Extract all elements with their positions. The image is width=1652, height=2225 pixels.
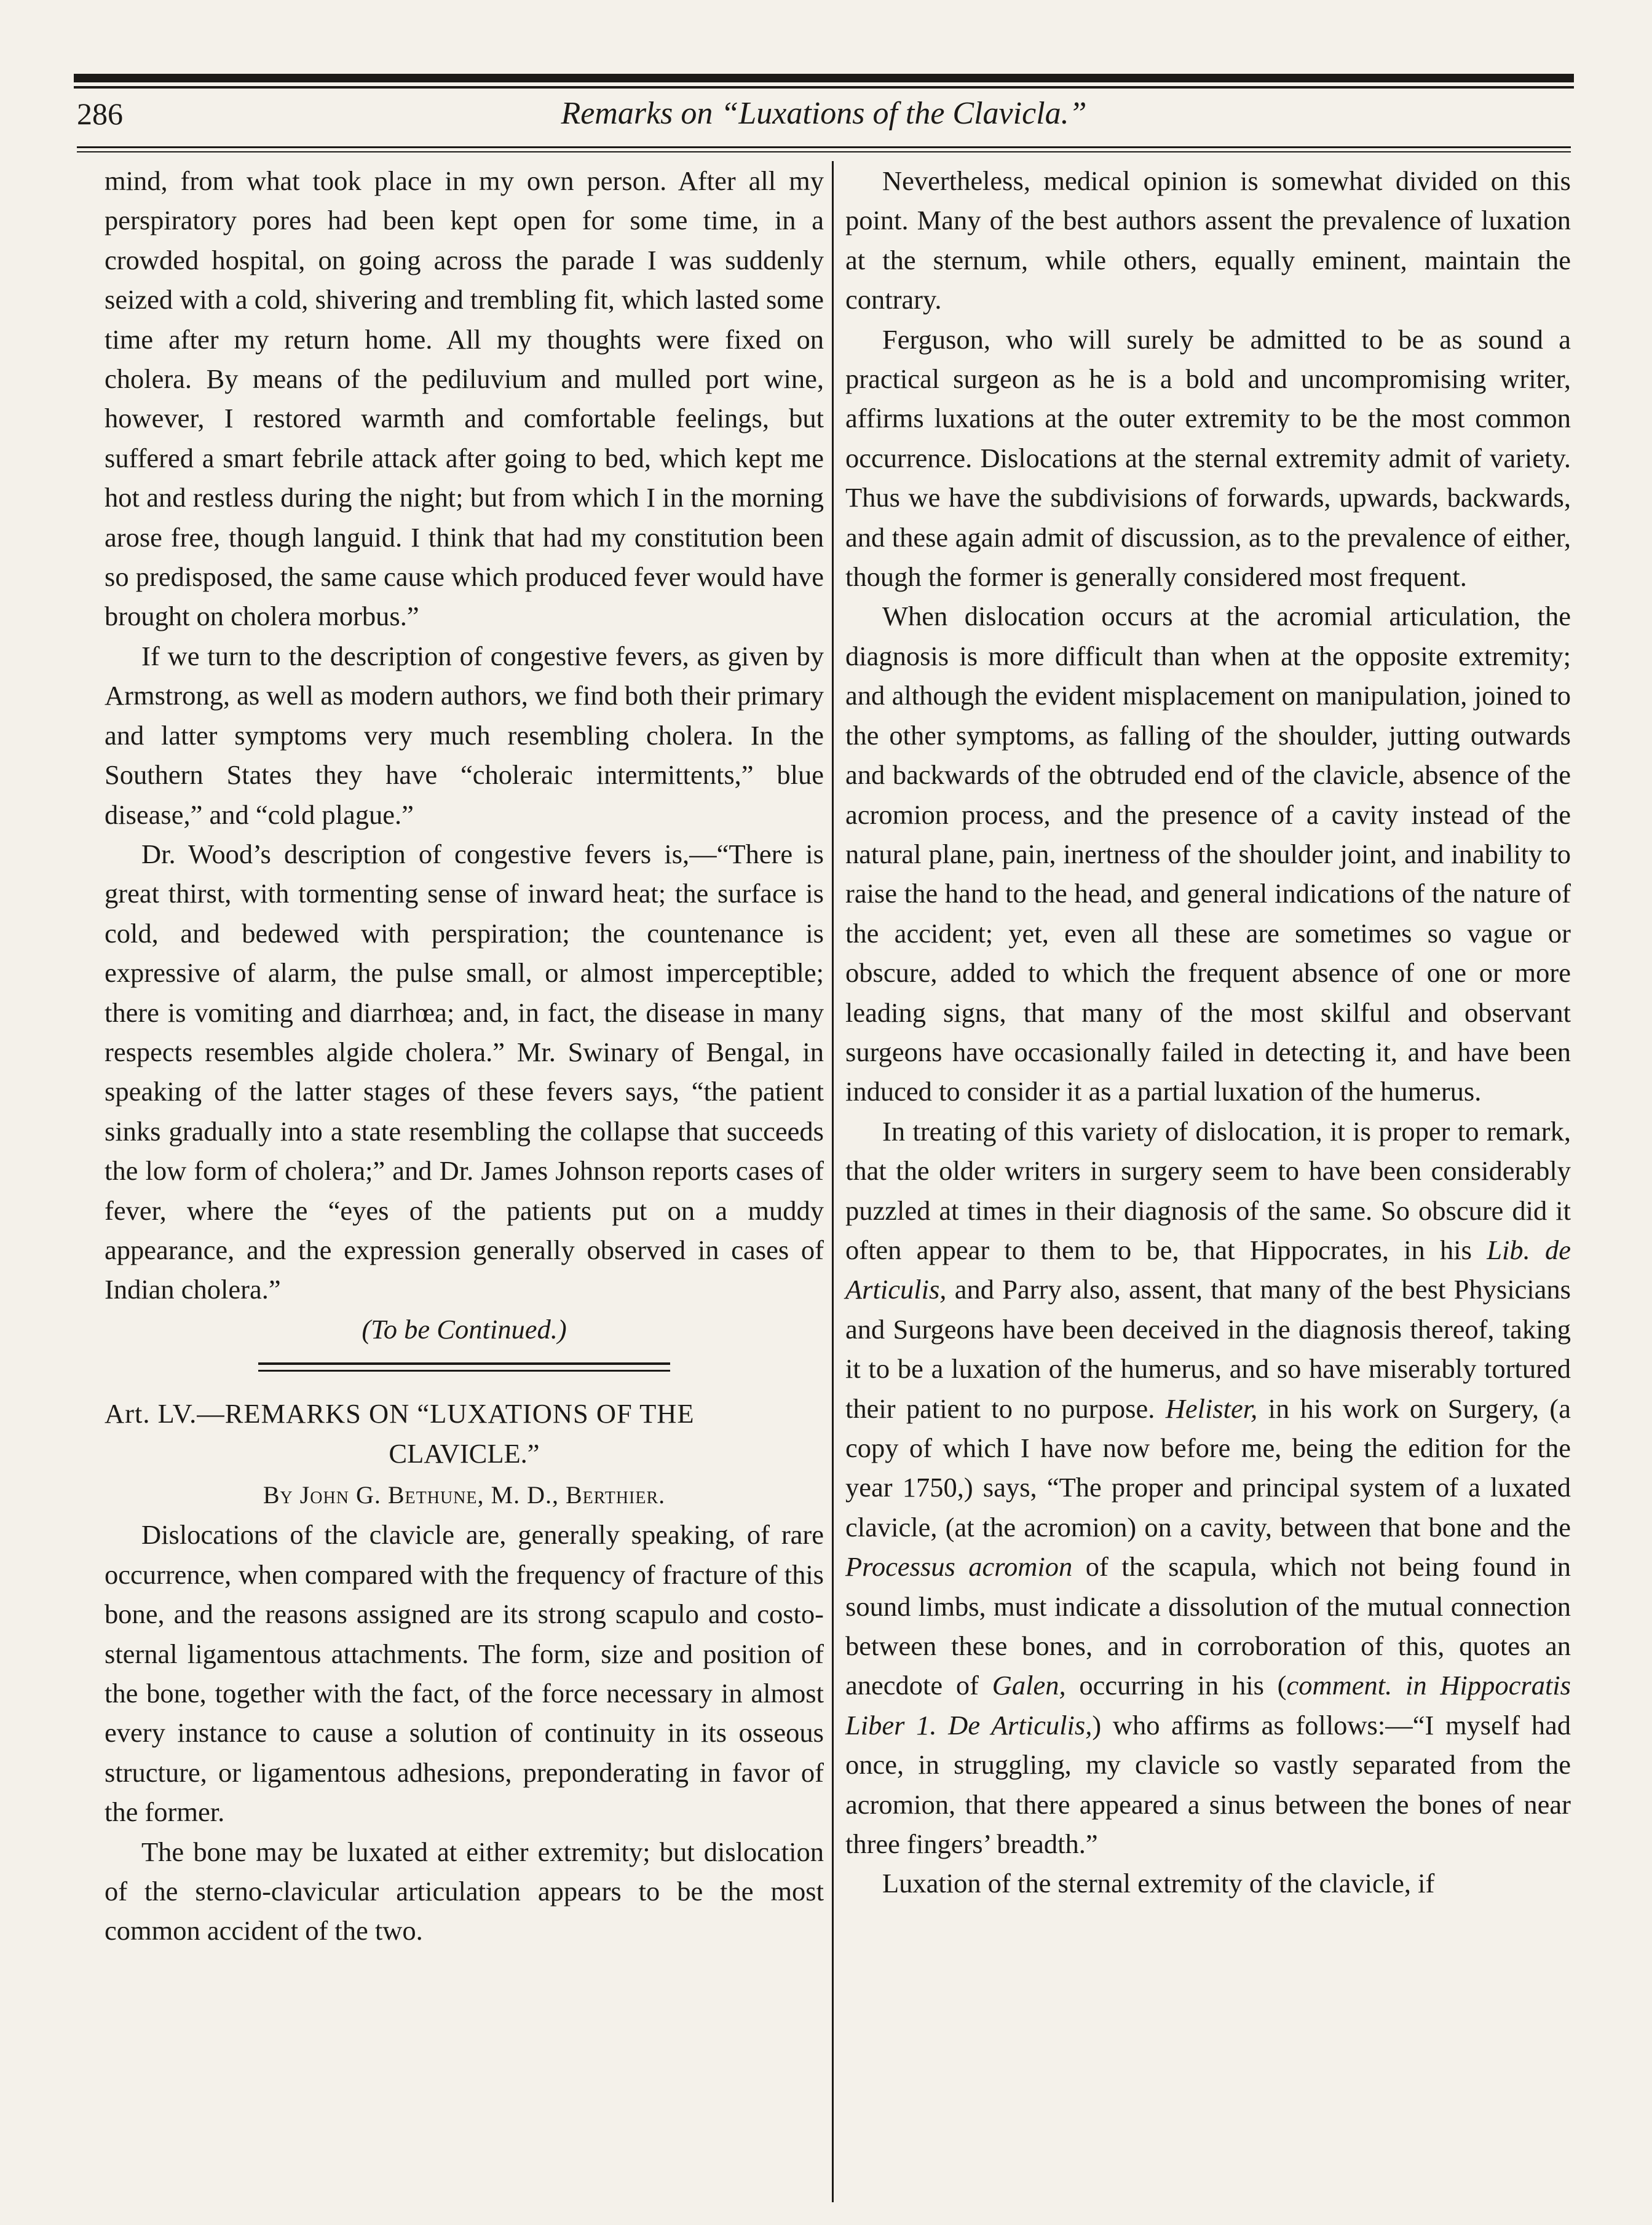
text-run: and Parry also, assent, that many of the best Physicians and Surgeons have been deceived in the diagnosis thereof, taking it to be a luxation of the humerus, and so have miserably tortured their patient to no purpose. [845,1274,1571,1424]
right-column [845,161,1571,2200]
header-rule [77,146,1571,148]
term-processus-acromion: Processus acromion [845,1551,1073,1583]
article-title-continued: CLAVICLE.” [389,1437,540,1469]
article-byline: By John G. Bethune, M. D., Berthier. [263,1481,666,1509]
left-paragraph-3: Dr. Wood’s description of congestive fevers is,—“There is great thirst, with tormenting sense of inward heat; the surface is cold, and bedewed with perspiration; the countenance is expressive of alarm, the pulse small, or almost imperceptible; there is vomiting and diarrhœa; and, in fact, the disease in many respects resembles algide cholera.” Mr. Swinary of Bengal, in speaking of the latter stages of these fevers says, “the patient sinks gradually into a state resembling the collapse that succeeds the low form of cholera;” and Dr. James Johnson reports cases of fever, where the “eyes of the patients put on a muddy appearance, and the expression generally observed in cases of Indian cholera.” [105,838,824,1305]
citation-comment-hippocratis: comment. in Hippocratis Liber 1. De Articulis, [845,1670,1571,1741]
left-paragraph-1: mind, from what took place in my own person. After all my perspiratory pores had been kept open for some time, in a crowded hospital, on going across the parade I was suddenly seized with a cold, shivering and trembling fit, which lasted some time after my return home. All my thoughts were fixed on cholera. By means of the pediluvium and mulled port wine, however, I restored warmth and comfortable feelings, but suffered a smart febrile attack after going to bed, which kept me hot and restless during the night; but from which I in the morning arose free, though languid. I think that had my constitution been so predisposed, the same cause which produced fever would have brought on cholera morbus.” [105,165,824,632]
citation-helister: Helister, [1165,1393,1258,1424]
citation-lib-de-articulis: Lib. de Articulis, [845,1234,1571,1305]
top-border-rule [74,74,1574,82]
page-number: 286 [77,97,123,131]
left-paragraph-5: The bone may be luxated at either extremity; but dislocation of the sterno-clavicular articulation appears to be the most common accident of the two. [105,1836,824,1946]
right-paragraph-3: When dislocation occurs at the acromial articulation, the diagnosis is more difficult than when at the opposite extremity; and although the evident misplacement on manipulation, joined to the other symptoms, as falling of the shoulder, jutting outwards and backwards of the obtruded end of the clavicle, absence of the acromion process, and the presence of a cavity instead of the natural plane, pain, inertness of the shoulder joint, and inability to raise the hand to the head, and general indications of the nature of the accident; yet, even all these are sometimes so vague or obscure, added to which the frequent absence of one or more leading signs, that many of the most skilful and observant surgeons have occasionally failed in detecting it, and have been induced to consider it as a partial luxation of the humerus. [845,601,1571,1107]
header-rule-thin [77,151,1571,152]
page-header [77,92,1571,141]
left-paragraph-4: Dislocations of the clavicle are, generally speaking, of rare occurrence, when compared with the frequency of fracture of this bone, and the reasons assigned are its strong scapulo and costo-sternal ligamentous attachments. The form, size and position of the bone, together with the fact, of the force necessary in almost every instance to cause a solution of continuity in its osseous structure, or ligamentous adhesions, preponderating in favor of the former. [105,1519,824,1828]
right-paragraph-5: Luxation of the sternal extremity of the clavicle, if [882,1868,1435,1899]
to-be-continued: (To be Continued.) [362,1313,567,1345]
text-run: of the scapula, which not being found in sound limbs, must indicate a dissolution of the mutual connection between these bones, and in corroboration of this, quotes an anecdote of [845,1551,1571,1701]
left-column [105,161,824,2200]
citation-galen: Galen, [992,1670,1066,1701]
right-paragraph-2: Ferguson, who will surely be admitted to be as sound a practical surgeon as he is a bold and uncompromising writer, affirms luxations at the outer extremity to be the most common occurrence. Dislocations at the sternal extremity admit of variety. Thus we have the subdivisions of forwards, upwards, backwards, and these again admit of discussion, as to the prevalence of either, though the former is generally considered most frequent. [845,323,1571,593]
top-border-rule-thin [74,86,1574,89]
text-run: In treating of this variety of dislocation, it is proper to remark, that the older writers in surgery seem to have been considerably puzzled at times in their diagnosis of the same. So obscure did it often appear to them to be, that Hippocrates, in his [845,1115,1571,1265]
article-title: Art. LV.—REMARKS ON “LUXATIONS OF THE [105,1398,695,1429]
text-run: ) who affirms as follows:—“I myself had once, in struggling, my clavicle so vastly separated from the acromion, that there appeared a sinus between the bones of near three fingers’ breadth.” [845,1709,1571,1860]
column-divider [832,161,834,2202]
left-paragraph-2: If we turn to the description of congestive fevers, as given by Armstrong, as well as modern authors, we find both their primary and latter symptoms very much resembling cholera. In the Southern States they have “choleraic intermittents,” blue disease,” and “cold plague.” [105,640,824,830]
running-head: Remarks on “Luxations of the Clavicla.” [561,96,1087,131]
text-run: occurring in his ( [1065,1670,1287,1701]
right-paragraph-1: Nevertheless, medical opinion is somewhat divided on this point. Many of the best authors assent the prevalence of luxation at the sternum, while others, equally eminent, maintain the contrary. [845,165,1571,315]
article-separator-rule [258,1362,670,1365]
right-paragraph-4 [845,1112,1571,1864]
text-run: in his work on Surgery, (a copy of which I have now before me, being the edition for the year 1750,) says, “The proper and principal system of a luxated clavicle, (at the acromion) on a cavity, between that bone and the [845,1393,1571,1543]
article-separator-rule-thin [258,1370,670,1372]
